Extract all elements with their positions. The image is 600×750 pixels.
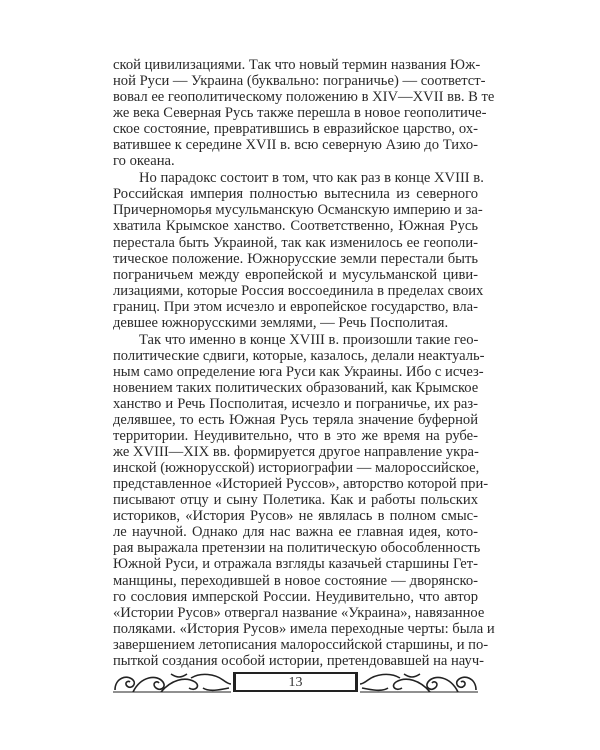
text-line: представленное «Историей Руссов», авторство которой при- bbox=[113, 476, 489, 493]
text-line: ле научной. Однако для нас важна ее главная идея, кото- bbox=[113, 524, 478, 541]
text-line: же века Северная Русь также перешла в новое геополитиче- bbox=[113, 105, 487, 122]
text-line: ской цивилизациями. Так что новый термин названия Юж- bbox=[113, 57, 481, 73]
paragraph bbox=[113, 331, 495, 669]
page-number: 13 bbox=[233, 672, 358, 692]
ornament-left-icon bbox=[111, 670, 231, 696]
text-line: рая выражала претензии на политическую обособленность bbox=[113, 540, 481, 557]
text-line: границ. При этом исчезло и европейское государство, вла- bbox=[113, 298, 478, 315]
body-text bbox=[113, 57, 495, 669]
paragraph bbox=[113, 57, 495, 170]
text-line: поляками. «История Русов» имела переходные черты: была и bbox=[113, 620, 495, 637]
text-line: манщины, переходившей в новое состояние — дворянско- bbox=[113, 572, 478, 589]
text-line: «Истории Русов» отвергал название «Украина», навязанное bbox=[113, 604, 485, 621]
text-line: Так что именно в конце XVIII в. произошли такие гео- bbox=[139, 331, 479, 348]
text-line: Причерноморья мусульманскую Османскую империю и за- bbox=[113, 202, 483, 219]
text-line: хватила Крымское ханство. Соответственно, Южная Русь bbox=[113, 218, 478, 235]
text-line: ское состояние, превратившись в евразийское царство, ох- bbox=[113, 121, 478, 138]
text-line: ной Руси — Украина (буквально: пограничье) — соответст- bbox=[113, 73, 486, 90]
page-footer bbox=[113, 670, 478, 696]
paragraph bbox=[113, 170, 484, 331]
text-line: ватившее к середине XVII в. всю северную Азию до Тихо- bbox=[113, 137, 478, 154]
text-line: территории. Неудивительно, что в это же время на рубе- bbox=[113, 428, 478, 445]
text-line: тическое положение. Южнорусские земли перестали быть bbox=[113, 250, 478, 267]
text-line: го океана. bbox=[113, 153, 175, 170]
text-line: вовал ее геополитическому положению в XIV—XVII вв. В те bbox=[113, 89, 495, 106]
text-line: политические сдвиги, которые, казалось, делали неактуаль- bbox=[113, 347, 485, 364]
text-line: инской (южнорусской) историографии — малороссийское, bbox=[113, 460, 480, 477]
text-line: писывают отцу и сыну Полетика. Как и работы польских bbox=[113, 492, 478, 509]
text-line: лизациями, которые Россия воссоединила в пределах своих bbox=[113, 282, 484, 299]
text-line: историков, «История Русов» не являлась в полном смыс- bbox=[113, 508, 478, 525]
text-line: го сословия имперской России. Неудивительно, что автор bbox=[113, 588, 478, 605]
text-line: завершением летописания малороссийской старшины, и по- bbox=[113, 636, 489, 653]
text-line: же XVIII—XIX вв. формируется другое направление укра- bbox=[113, 444, 479, 461]
text-line: делявшее, то есть Южная Русь теряла значение буферной bbox=[113, 412, 478, 429]
text-line: ным само определение юга Руси как Украины. Ибо с исчез- bbox=[113, 363, 484, 380]
text-line: ханство и Речь Посполитая, исчезло и пограничье, их раз- bbox=[113, 395, 478, 412]
text-line: Но парадокс состоит в том, что как раз в конце XVIII в. bbox=[139, 170, 484, 187]
ornament-right-icon bbox=[360, 670, 480, 696]
text-line: Российская империя полностью вытеснила из северного bbox=[113, 186, 478, 203]
text-line: девшее южнорусскими землями, — Речь Посполитая. bbox=[113, 314, 449, 331]
text-line: пыткой создания особой истории, претендовавшей на науч- bbox=[113, 652, 485, 669]
text-line: перестала быть Украиной, так как изменилось ее геополи- bbox=[113, 234, 478, 251]
text-line: Южной Руси, и отражала взгляды казачьей старшины Гет- bbox=[113, 556, 478, 573]
text-line: новением таких политических образований, как Крымское bbox=[113, 379, 479, 396]
text-line: пограничьем между европейской и мусульманской циви- bbox=[113, 266, 478, 283]
